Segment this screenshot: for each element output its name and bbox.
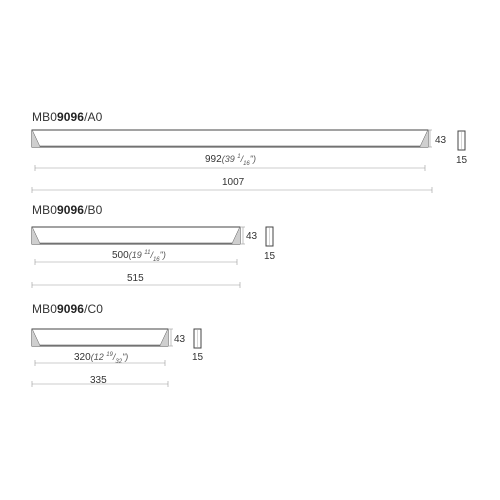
- product-code-b0: MB09096/B0: [32, 203, 103, 217]
- depth-label-a0: 15: [456, 155, 468, 166]
- height-label-a0: 43: [435, 135, 447, 146]
- height-label-b0: 43: [246, 231, 258, 242]
- handle-outline-b0: [32, 227, 240, 244]
- depth-label-b0: 15: [264, 251, 276, 262]
- center-distance-label-b0: 500(19 $^{11}/_{16}$"): [112, 250, 166, 263]
- overall-length-label-a0: 1007: [222, 177, 245, 188]
- product-code-c0: MB09096/C0: [32, 302, 104, 316]
- depth-label-c0: 15: [192, 352, 204, 363]
- overall-length-label-c0: 335: [90, 375, 107, 386]
- height-label-c0: 43: [174, 334, 186, 345]
- center-distance-label-c0: 320(12 $^{19}/_{32}$"): [74, 352, 129, 365]
- product-code-a0: MB09096/A0: [32, 110, 103, 124]
- handle-outline-a0: [32, 130, 428, 147]
- center-distance-label-a0: 992(39 $^1/_{16}$"): [205, 154, 256, 167]
- overall-length-label-b0: 515: [127, 273, 144, 284]
- handle-outline-c0: [32, 329, 168, 346]
